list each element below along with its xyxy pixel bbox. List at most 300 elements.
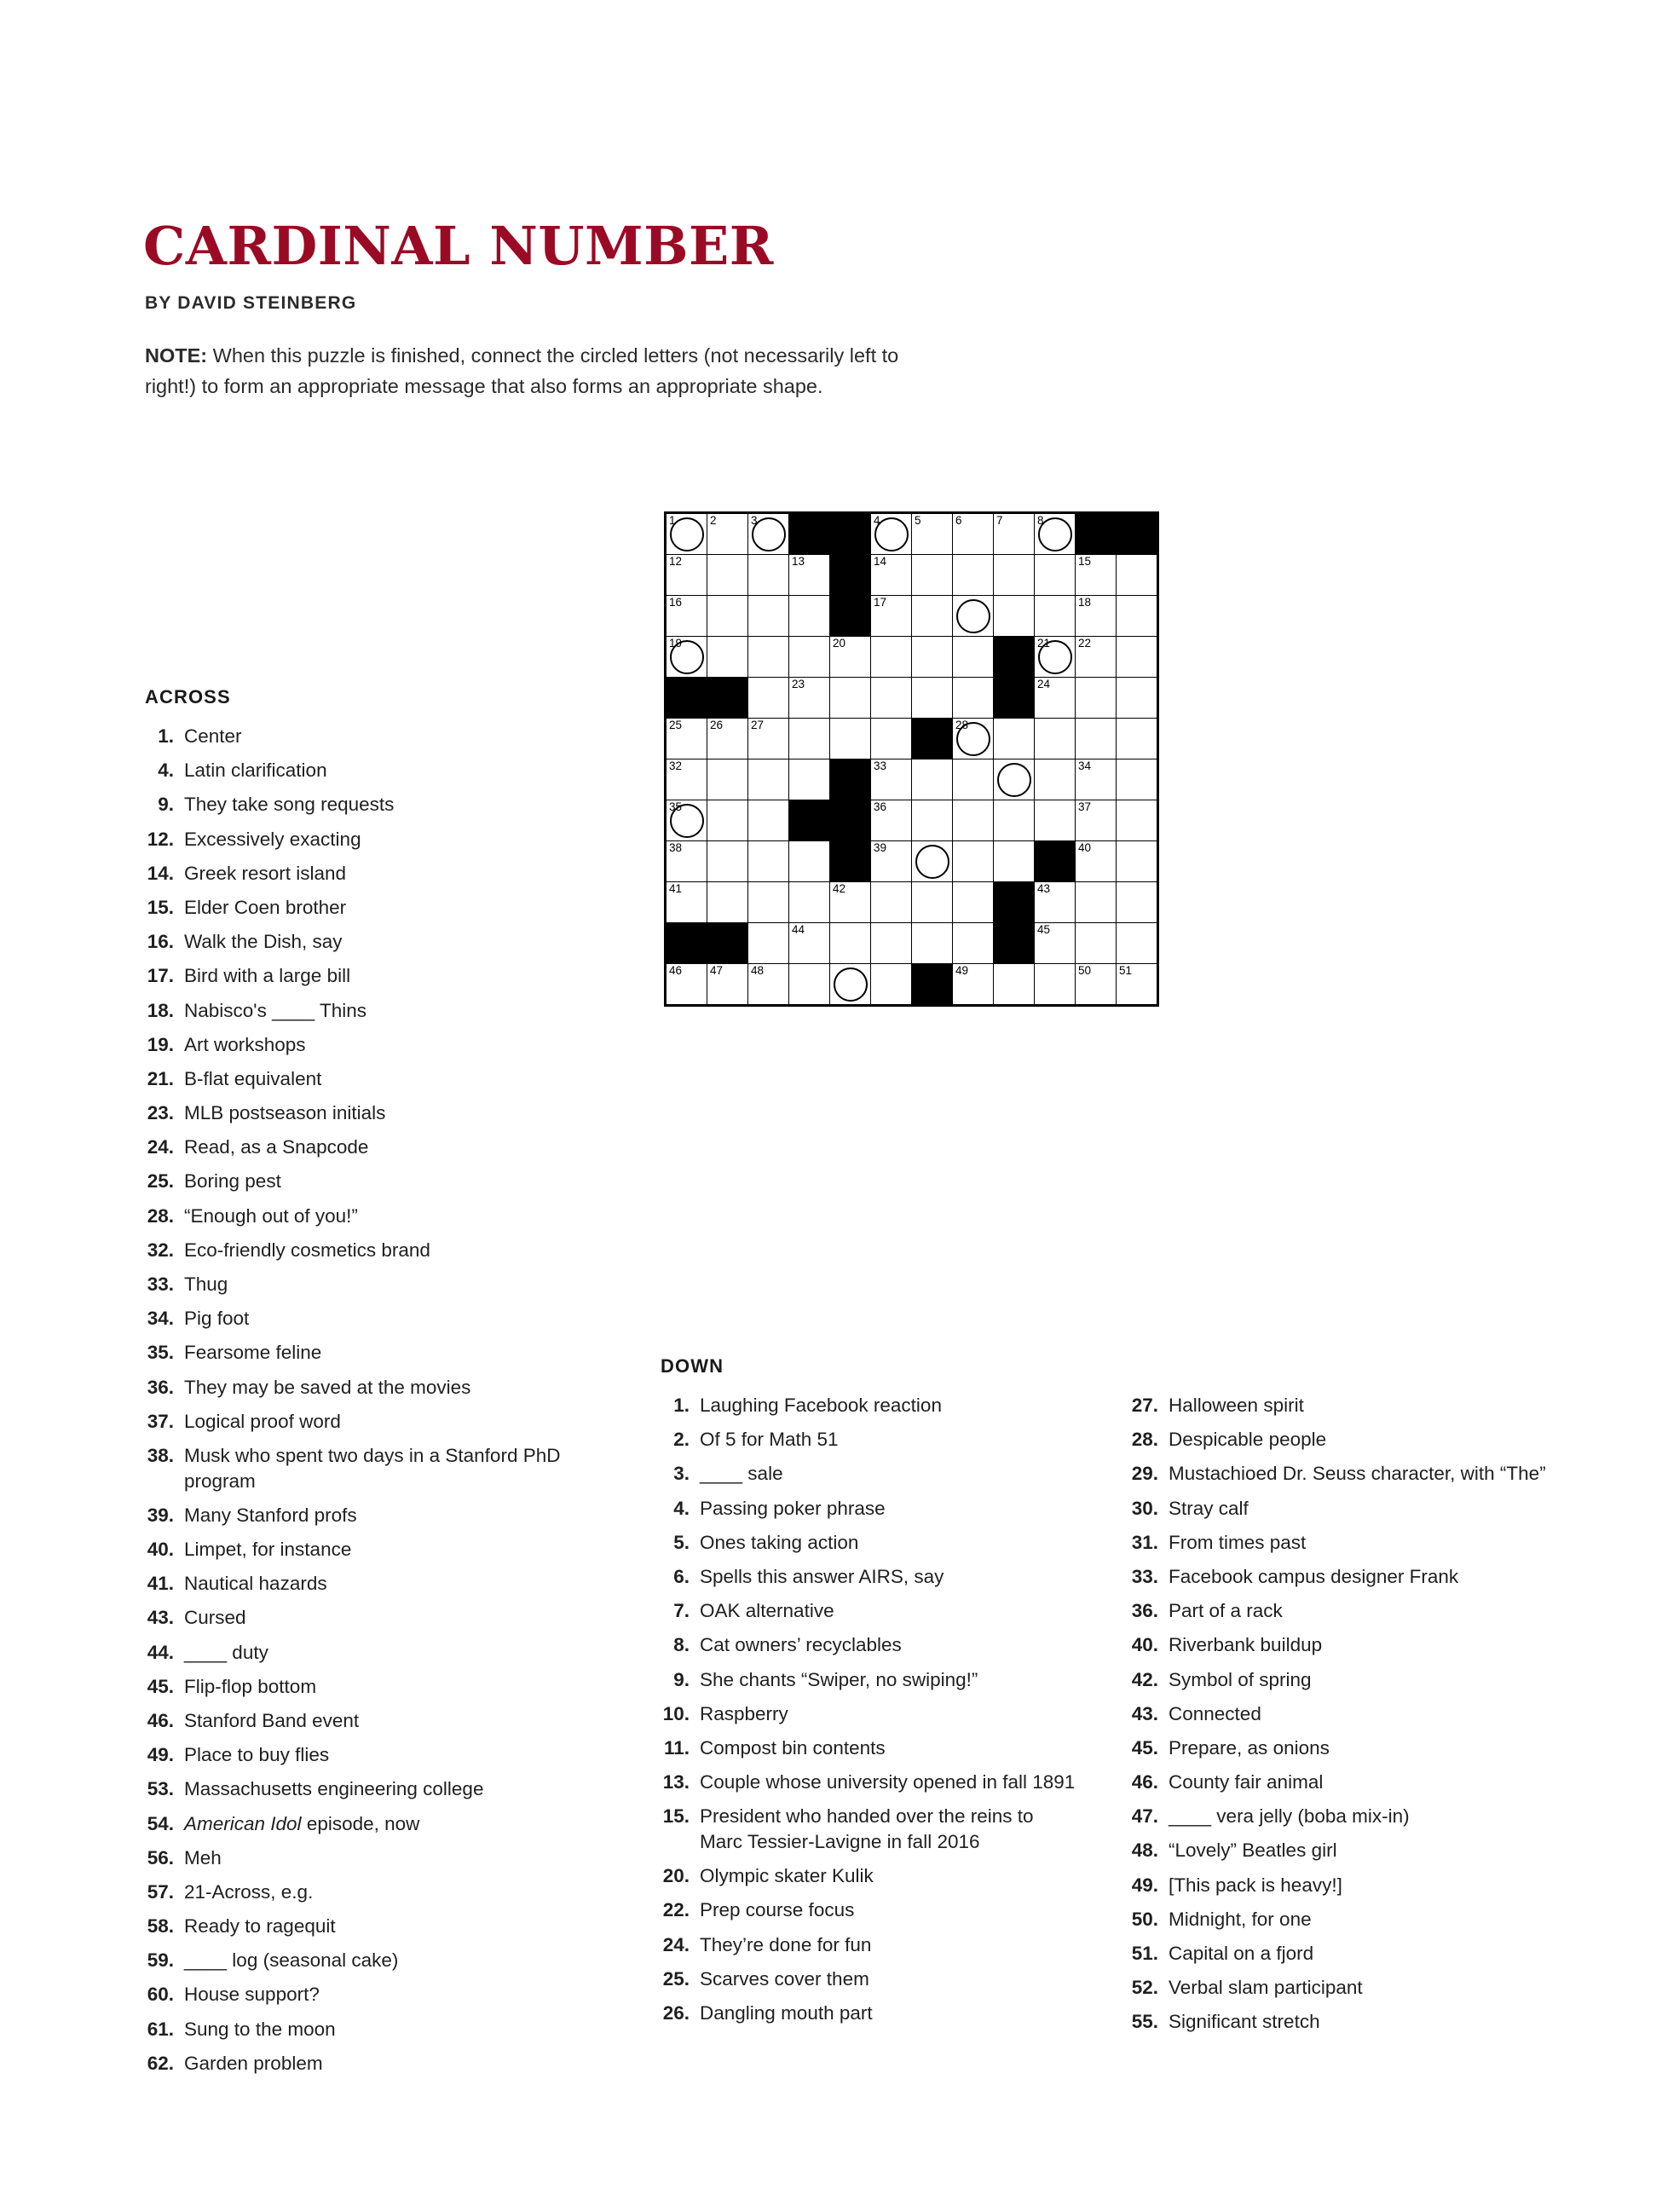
clue-text: Facebook campus designer Frank <box>1169 1565 1459 1587</box>
grid-block-cell <box>830 596 871 637</box>
across-clue-item <box>145 1032 597 1058</box>
down-clue-item <box>1129 2009 1547 2035</box>
grid-block-cell <box>1117 513 1158 555</box>
grid-cell[interactable] <box>1117 678 1158 719</box>
down-clue-item <box>1129 1941 1547 1967</box>
grid-cell[interactable] <box>666 800 707 841</box>
grid-cell[interactable] <box>666 637 707 678</box>
grid-cell[interactable] <box>912 800 953 841</box>
clue-number: 1. <box>673 1395 690 1416</box>
grid-cell[interactable] <box>1117 923 1158 964</box>
grid-block-cell <box>912 964 953 1006</box>
clue-number: 4. <box>158 759 174 782</box>
down-clue-item <box>661 1932 1078 1958</box>
grid-cell-number: 36 <box>874 800 887 813</box>
grid-cell[interactable] <box>707 800 748 841</box>
grid-cell[interactable] <box>748 678 789 719</box>
grid-row <box>666 882 1158 923</box>
grid-cell[interactable] <box>666 513 707 555</box>
grid-block-cell <box>666 678 707 719</box>
grid-cell[interactable] <box>1035 800 1076 841</box>
grid-cell[interactable] <box>666 719 707 759</box>
grid-cell-number: 46 <box>669 964 683 977</box>
down-clue-item <box>1129 1667 1547 1693</box>
clue-text: Riverbank buildup <box>1169 1634 1323 1656</box>
grid-cell[interactable] <box>666 882 707 923</box>
grid-cell[interactable] <box>871 513 912 555</box>
grid-cell[interactable] <box>912 841 953 882</box>
grid-cell[interactable] <box>789 759 830 800</box>
grid-cell[interactable] <box>748 719 789 759</box>
grid-row <box>666 759 1158 800</box>
clue-text: Read, as a Snapcode <box>184 1136 369 1158</box>
grid-cell[interactable] <box>748 513 789 555</box>
across-heading: ACROSS <box>145 686 231 707</box>
grid-row <box>666 555 1158 596</box>
clue-number: 49. <box>147 1744 174 1766</box>
clue-number: 59. <box>147 1949 174 1972</box>
clue-text: Boring pest <box>184 1170 281 1193</box>
grid-cell[interactable] <box>1076 882 1117 923</box>
grid-cell[interactable] <box>1035 555 1076 596</box>
across-clue-item <box>145 1982 597 2007</box>
grid-cell[interactable] <box>1076 678 1117 719</box>
clue-text: Sung to the moon <box>184 2018 336 2040</box>
across-clue-item <box>145 1571 597 1597</box>
clue-text: Significant stretch <box>1169 2011 1320 2033</box>
clue-text: Connected <box>1169 1702 1261 1724</box>
clue-number: 24. <box>147 1136 174 1158</box>
clue-text: Elder Coen brother <box>184 896 347 918</box>
down-clue-item <box>1129 1393 1547 1418</box>
grid-block-cell <box>666 923 707 964</box>
across-clue-item <box>145 998 597 1024</box>
across-clue-item <box>145 1948 597 1973</box>
grid-cell[interactable] <box>953 555 994 596</box>
grid-cell[interactable] <box>748 841 789 882</box>
grid-cell[interactable] <box>1035 637 1076 678</box>
clue-number: 28. <box>1131 1429 1158 1451</box>
grid-cell[interactable] <box>871 841 912 882</box>
clue-number: 39. <box>147 1504 174 1526</box>
grid-cell[interactable] <box>789 678 830 719</box>
grid-cell[interactable] <box>666 759 707 800</box>
clue-number: 25. <box>662 1967 690 1990</box>
clue-number: 29. <box>1131 1463 1158 1485</box>
grid-block-cell <box>830 759 871 800</box>
down-clue-item <box>661 1701 1078 1727</box>
grid-cell[interactable] <box>953 800 994 841</box>
clue-number: 1. <box>158 725 174 747</box>
grid-cell-number: 50 <box>1078 964 1092 977</box>
grid-cell-number: 38 <box>669 841 683 854</box>
clue-number: 51. <box>1131 1943 1158 1964</box>
grid-cell[interactable] <box>994 719 1035 759</box>
grid-cell[interactable] <box>953 719 994 759</box>
grid-cell[interactable] <box>912 923 953 964</box>
clue-text: Center <box>184 725 242 747</box>
grid-cell[interactable] <box>1117 719 1158 759</box>
grid-cell[interactable] <box>748 882 789 923</box>
grid-cell[interactable] <box>830 923 871 964</box>
grid-block-cell <box>994 678 1035 719</box>
clue-number: 43. <box>1131 1702 1158 1724</box>
across-clue-item <box>145 1776 597 1802</box>
down-clue-item <box>1129 1975 1547 2001</box>
clue-number: 9. <box>673 1668 690 1690</box>
grid-cell[interactable] <box>748 759 789 800</box>
grid-block-cell <box>1035 841 1076 882</box>
grid-cell[interactable] <box>912 759 953 800</box>
grid-cell[interactable] <box>912 555 953 596</box>
grid-cell[interactable] <box>912 882 953 923</box>
clue-number: 35. <box>147 1342 174 1364</box>
across-clue-item <box>145 1135 597 1160</box>
grid-block-cell <box>994 923 1035 964</box>
grid-cell[interactable] <box>953 841 994 882</box>
grid-cell[interactable] <box>871 555 912 596</box>
clue-text: ____ duty <box>184 1641 268 1663</box>
down-clue-item <box>1129 1838 1547 1863</box>
grid-cell-number: 41 <box>669 882 683 895</box>
across-clue-item <box>145 2051 597 2076</box>
grid-cell[interactable] <box>953 882 994 923</box>
grid-block-cell <box>994 882 1035 923</box>
clue-number: 58. <box>147 1915 174 1938</box>
clue-number: 40. <box>147 1539 174 1560</box>
across-clue-item <box>145 1845 597 1871</box>
grid-cell[interactable] <box>789 964 830 1006</box>
grid-cell[interactable] <box>912 637 953 678</box>
clue-number: 14. <box>147 862 174 884</box>
grid-cell[interactable] <box>871 596 912 637</box>
clue-text: They take song requests <box>184 794 395 816</box>
grid-cell[interactable] <box>1117 555 1158 596</box>
grid-cell[interactable] <box>748 555 789 596</box>
across-clue-item <box>145 861 597 887</box>
grid-cell[interactable] <box>666 596 707 637</box>
grid-cell[interactable] <box>748 964 789 1006</box>
clue-text: Couple whose university opened in fall 1891 <box>700 1771 1076 1793</box>
across-clue-item <box>145 1914 597 1939</box>
crossword-grid[interactable] <box>664 511 1159 1007</box>
grid-cell[interactable] <box>1076 923 1117 964</box>
down-clue-item <box>1129 1598 1547 1624</box>
grid-cell-number: 32 <box>669 759 683 772</box>
clue-text: Art workshops <box>184 1033 306 1055</box>
grid-cell-number: 7 <box>996 514 1003 527</box>
grid-cell[interactable] <box>789 637 830 678</box>
grid-cell[interactable] <box>830 637 871 678</box>
grid-cell[interactable] <box>789 841 830 882</box>
grid-cell[interactable] <box>748 923 789 964</box>
grid-cell[interactable] <box>871 800 912 841</box>
clue-text: Musk who spent two days in a Stanford PhD program <box>184 1444 561 1492</box>
grid-cell[interactable] <box>1076 637 1117 678</box>
grid-cell[interactable] <box>871 759 912 800</box>
grid-cell[interactable] <box>1076 841 1117 882</box>
grid-cell[interactable] <box>912 678 953 719</box>
grid-cell-number: 5 <box>915 514 921 527</box>
clue-text: Greek resort island <box>184 862 347 884</box>
grid-cell[interactable] <box>1076 555 1117 596</box>
grid-cell[interactable] <box>1117 637 1158 678</box>
clue-number: 11. <box>663 1736 690 1759</box>
across-clue-item <box>145 895 597 921</box>
grid-cell[interactable] <box>994 596 1035 637</box>
clue-number: 28. <box>147 1204 174 1227</box>
grid-cell[interactable] <box>912 596 953 637</box>
grid-block-cell <box>830 800 871 841</box>
clue-text: Symbol of spring <box>1169 1668 1312 1690</box>
across-clue-item <box>145 1272 597 1297</box>
grid-cell-number: 47 <box>710 964 724 977</box>
down-clue-item <box>661 1393 1078 1418</box>
down-clue-item <box>661 1804 1078 1854</box>
clue-text: Nabisco's ____ Thins <box>184 999 367 1021</box>
grid-cell[interactable] <box>830 964 871 1006</box>
grid-cell[interactable] <box>953 964 994 1006</box>
grid-cell[interactable] <box>871 923 912 964</box>
grid-cell-number: 37 <box>1078 800 1092 813</box>
grid-cell[interactable] <box>1117 596 1158 637</box>
grid-cell[interactable] <box>707 882 748 923</box>
clue-text: Pig foot <box>184 1308 250 1330</box>
grid-cell[interactable] <box>953 678 994 719</box>
grid-cell[interactable] <box>707 759 748 800</box>
down-clue-item <box>661 1564 1078 1590</box>
clue-text: Stray calf <box>1169 1497 1249 1519</box>
grid-cell[interactable] <box>871 964 912 1006</box>
grid-cell[interactable] <box>1117 759 1158 800</box>
across-clue-item <box>145 1742 597 1768</box>
grid-block-cell <box>830 555 871 596</box>
grid-cell[interactable] <box>871 882 912 923</box>
grid-cell[interactable] <box>748 800 789 841</box>
grid-cell[interactable] <box>830 882 871 923</box>
grid-cell[interactable] <box>994 759 1035 800</box>
grid-cell[interactable] <box>994 841 1035 882</box>
grid-cell[interactable] <box>953 637 994 678</box>
clue-number: 61. <box>147 2018 174 2040</box>
grid-cell[interactable] <box>994 800 1035 841</box>
across-clue-item <box>145 792 597 817</box>
grid-cell-number: 8 <box>1037 514 1044 527</box>
clue-text: President who handed over the reins to Marc Tessier-Lavigne in fall 2016 <box>700 1805 1034 1852</box>
down-clue-item <box>1129 1564 1547 1590</box>
grid-cell-number: 22 <box>1078 637 1092 650</box>
clue-text: Prep course focus <box>700 1899 855 1921</box>
grid-block-cell <box>994 637 1035 678</box>
clue-number: 16. <box>147 931 174 953</box>
grid-cell[interactable] <box>953 923 994 964</box>
clue-number: 60. <box>147 1984 174 2006</box>
grid-cell[interactable] <box>789 555 830 596</box>
clue-number: 50. <box>1131 1908 1158 1930</box>
byline: BY DAVID STEINBERG <box>145 293 357 313</box>
grid-cell[interactable] <box>830 719 871 759</box>
grid-cell[interactable] <box>666 841 707 882</box>
clue-number: 55. <box>1131 2011 1158 2033</box>
grid-cell[interactable] <box>994 555 1035 596</box>
grid-cell-number: 6 <box>955 514 962 527</box>
grid-cell[interactable] <box>953 513 994 555</box>
grid-cell[interactable] <box>748 637 789 678</box>
down-clue-item <box>661 1770 1078 1795</box>
clue-text: Thug <box>184 1273 228 1295</box>
clue-text: Scarves cover them <box>700 1967 869 1990</box>
grid-cell[interactable] <box>1076 759 1117 800</box>
grid-cell[interactable] <box>912 513 953 555</box>
clue-text: Laughing Facebook reaction <box>700 1395 942 1416</box>
clue-number: 2. <box>673 1429 690 1451</box>
clue-number: 42. <box>1131 1668 1158 1690</box>
down-clue-item <box>1129 1804 1547 1829</box>
clue-number: 45. <box>147 1675 174 1697</box>
clue-number: 25. <box>147 1170 174 1193</box>
clue-text: MLB postseason initials <box>184 1102 386 1124</box>
across-clue-item <box>145 1443 597 1493</box>
grid-cell[interactable] <box>707 596 748 637</box>
grid-cell[interactable] <box>666 555 707 596</box>
clue-text: Compost bin contents <box>700 1736 886 1759</box>
grid-cell[interactable] <box>1035 596 1076 637</box>
down-clue-list-left <box>661 1393 1078 2026</box>
grid-cell[interactable] <box>707 637 748 678</box>
grid-cell[interactable] <box>953 759 994 800</box>
clue-text: Olympic skater Kulik <box>700 1865 874 1887</box>
clue-text: ____ sale <box>700 1463 783 1485</box>
grid-cell[interactable] <box>1076 719 1117 759</box>
grid-cell[interactable] <box>707 841 748 882</box>
grid-cell[interactable] <box>1035 882 1076 923</box>
clue-number: 54. <box>147 1812 174 1834</box>
grid-row <box>666 596 1158 637</box>
clue-number: 18. <box>147 999 174 1021</box>
down-clue-item <box>1129 1461 1547 1487</box>
grid-cell[interactable] <box>707 964 748 1006</box>
down-heading: DOWN <box>661 1355 724 1377</box>
grid-cell[interactable] <box>1117 964 1158 1006</box>
clue-text: Nautical hazards <box>184 1573 327 1595</box>
clue-number: 5. <box>673 1531 690 1553</box>
grid-cell[interactable] <box>1035 759 1076 800</box>
grid-cell[interactable] <box>707 719 748 759</box>
across-clue-item <box>145 1503 597 1528</box>
clue-number: 40. <box>1131 1634 1158 1656</box>
down-clue-item <box>1129 1427 1547 1453</box>
grid-cell[interactable] <box>1035 923 1076 964</box>
grid-cell[interactable] <box>994 964 1035 1006</box>
clue-text: Despicable people <box>1169 1429 1327 1451</box>
clue-number: 49. <box>1131 1874 1158 1896</box>
grid-cell[interactable] <box>789 882 830 923</box>
grid-cell[interactable] <box>953 596 994 637</box>
grid-cell[interactable] <box>1117 800 1158 841</box>
clue-number: 41. <box>147 1573 174 1595</box>
grid-cell[interactable] <box>1035 513 1076 555</box>
note-paragraph <box>145 341 916 401</box>
across-clue-item <box>145 1811 597 1837</box>
clue-text: 21-Across, e.g. <box>184 1880 314 1903</box>
clue-text: “Enough out of you!” <box>184 1204 358 1227</box>
grid-cell-number: 23 <box>792 678 805 690</box>
grid-block-cell <box>830 513 871 555</box>
grid-row <box>666 678 1158 719</box>
grid-cell[interactable] <box>1076 596 1117 637</box>
clue-text: Spells this answer AIRS, say <box>700 1565 944 1587</box>
down-clue-item <box>661 1667 1078 1693</box>
grid-cell[interactable] <box>789 596 830 637</box>
clue-text: They may be saved at the movies <box>184 1376 471 1398</box>
down-clue-item <box>661 1632 1078 1658</box>
grid-cell-number: 33 <box>874 759 887 772</box>
grid-cell-number: 28 <box>955 719 969 731</box>
grid-cell[interactable] <box>1035 678 1076 719</box>
grid-cell[interactable] <box>871 719 912 759</box>
grid-cell[interactable] <box>707 555 748 596</box>
clue-number: 38. <box>147 1444 174 1466</box>
clue-number: 36. <box>147 1376 174 1398</box>
grid-cell-number: 35 <box>669 800 683 813</box>
across-clue-item <box>145 1238 597 1263</box>
down-clue-item <box>1129 1873 1547 1898</box>
clue-text: Stanford Band event <box>184 1709 360 1731</box>
grid-cell[interactable] <box>789 923 830 964</box>
grid-cell[interactable] <box>1076 800 1117 841</box>
grid-cell[interactable] <box>748 596 789 637</box>
across-clue-item <box>145 1169 597 1194</box>
down-clue-item <box>661 1863 1078 1889</box>
clue-text: Flip-flop bottom <box>184 1675 317 1697</box>
grid-cell-number: 18 <box>1078 596 1092 609</box>
across-clue-item <box>145 827 597 852</box>
grid-block-cell <box>789 800 830 841</box>
grid-cell[interactable] <box>1035 964 1076 1006</box>
grid-cell[interactable] <box>1117 841 1158 882</box>
clue-text: Verbal slam participant <box>1169 1977 1363 1999</box>
grid-cell[interactable] <box>1035 719 1076 759</box>
clue-text: Fearsome feline <box>184 1342 322 1364</box>
grid-cell[interactable] <box>707 513 748 555</box>
down-clue-item <box>661 1598 1078 1624</box>
grid-block-cell <box>707 923 748 964</box>
across-clue-item <box>145 1204 597 1229</box>
across-clue-item <box>145 1708 597 1734</box>
clue-number: 7. <box>673 1600 690 1622</box>
grid-cell[interactable] <box>1117 882 1158 923</box>
grid-cell[interactable] <box>666 964 707 1006</box>
grid-cell[interactable] <box>789 719 830 759</box>
grid-cell[interactable] <box>830 678 871 719</box>
grid-cell[interactable] <box>1076 964 1117 1006</box>
grid-cell-number: 25 <box>669 719 683 731</box>
grid-cell[interactable] <box>994 513 1035 555</box>
down-clue-item <box>661 1967 1078 1992</box>
grid-cell-number: 34 <box>1078 759 1092 772</box>
clue-number: 30. <box>1131 1497 1158 1519</box>
across-clue-item <box>145 724 597 749</box>
clue-text: Cat owners’ recyclables <box>700 1634 902 1656</box>
clue-number: 33. <box>147 1273 174 1295</box>
clue-number: 52. <box>1131 1977 1158 1999</box>
grid-cell[interactable] <box>871 637 912 678</box>
grid-row <box>666 923 1158 964</box>
clue-text: Midnight, for one <box>1169 1908 1312 1930</box>
grid-cell[interactable] <box>871 678 912 719</box>
clue-text: Meh <box>184 1846 222 1868</box>
clue-number: 8. <box>673 1634 690 1656</box>
